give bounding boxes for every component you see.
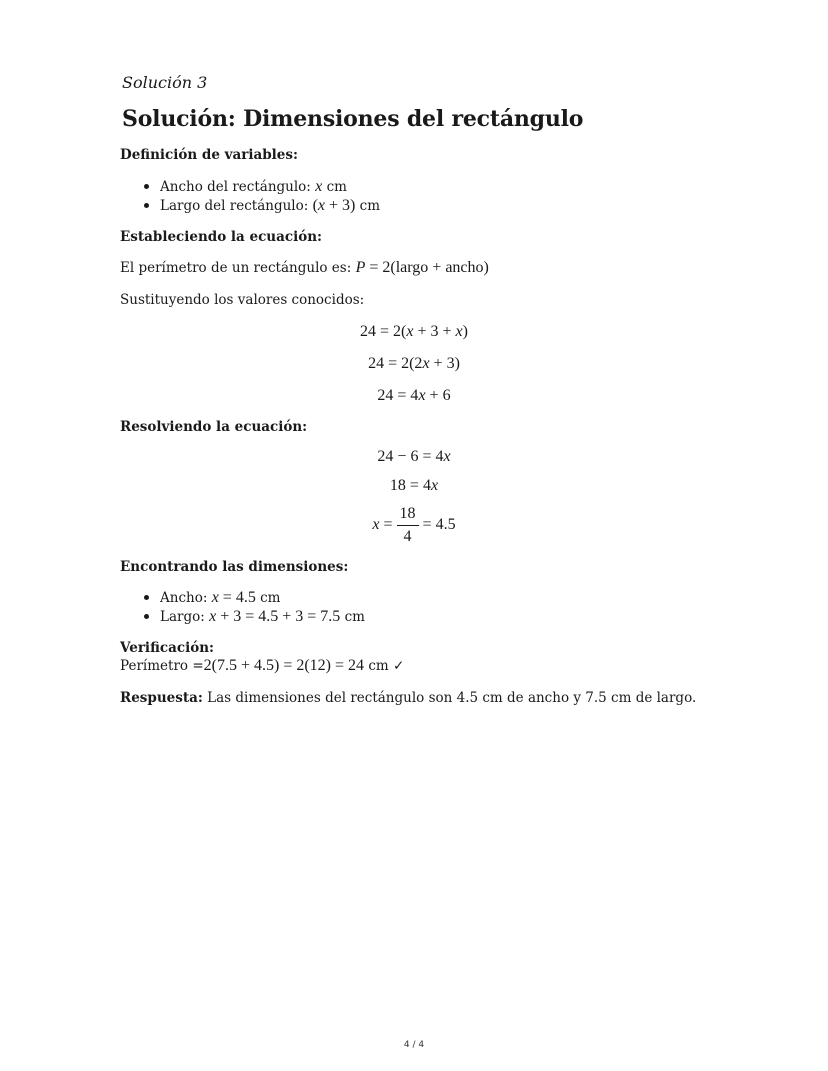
- width-label: Ancho del rectángulo:: [160, 179, 311, 195]
- variables-heading: Definición de variables:: [120, 147, 298, 163]
- perimeter-formula: P = 2(largo + ancho): [355, 259, 489, 276]
- document-page: [120, 0, 720, 1071]
- answer-label: Respuesta:: [120, 690, 203, 706]
- equation-line-2: 24 = 2(2x + 3): [368, 355, 460, 372]
- width-unit: cm: [326, 179, 347, 195]
- verification-label: Perímetro =: [120, 658, 204, 674]
- substitution-text: Sustituyendo los valores conocidos:: [120, 292, 365, 308]
- variables-list: [136, 177, 380, 215]
- length-math: (x + 3): [312, 197, 356, 214]
- length-label: Largo del rectángulo:: [160, 198, 309, 214]
- length-result-label: Largo:: [160, 609, 205, 625]
- solving-line-2: 18 = 4x: [389, 477, 439, 494]
- equation-heading: Estableciendo la ecuación:: [120, 229, 323, 245]
- page-title: Solución: Dimensiones del rectángulo: [122, 106, 584, 132]
- perimeter-text: El perímetro de un rectángulo es:: [120, 260, 352, 276]
- fraction: $\frac{18}{4}$: [397, 505, 419, 546]
- perimeter-sentence: [120, 259, 489, 277]
- length-result-math: x + 3 = 4.5 + 3 = 7.5: [209, 608, 341, 625]
- answer-line: [120, 690, 696, 706]
- solving-line-3: x = $\frac{18}{4}$ = 4.5: [372, 505, 456, 545]
- solving-heading: Resolviendo la ecuación:: [120, 419, 308, 435]
- check-icon: ✓: [393, 658, 405, 674]
- solution-kicker: Solución 3: [122, 73, 208, 92]
- width-result-label: Ancho:: [160, 590, 208, 606]
- equation-line-1: 24 = 2(x + 3 + x): [360, 323, 468, 340]
- dimensions-heading: Encontrando las dimensiones:: [120, 559, 349, 575]
- width-result-math: x = 4.5: [211, 589, 256, 606]
- list-item: [136, 607, 365, 626]
- width-result-unit: cm: [260, 590, 281, 606]
- length-result-unit: cm: [344, 609, 365, 625]
- equation-line-3: 24 = 4x + 6: [377, 387, 451, 404]
- verification-heading: Verificación:: [120, 640, 214, 656]
- page-number: 4 / 4: [403, 1040, 425, 1050]
- list-item: [136, 588, 365, 607]
- answer-text: Las dimensiones del rectángulo son 4.5 cm de ancho y 7.5 cm de largo.: [207, 690, 697, 706]
- width-math: x: [315, 178, 323, 195]
- length-unit: cm: [359, 198, 381, 214]
- list-item: [136, 196, 380, 215]
- verification-line: [120, 657, 404, 675]
- verification-unit: cm: [368, 658, 389, 674]
- solving-line-1: 24 − 6 = 4x: [377, 448, 451, 465]
- list-item: [136, 177, 380, 196]
- dimensions-list: [136, 588, 365, 626]
- verification-math: 2(7.5 + 4.5) = 2(12) = 24: [203, 657, 365, 674]
